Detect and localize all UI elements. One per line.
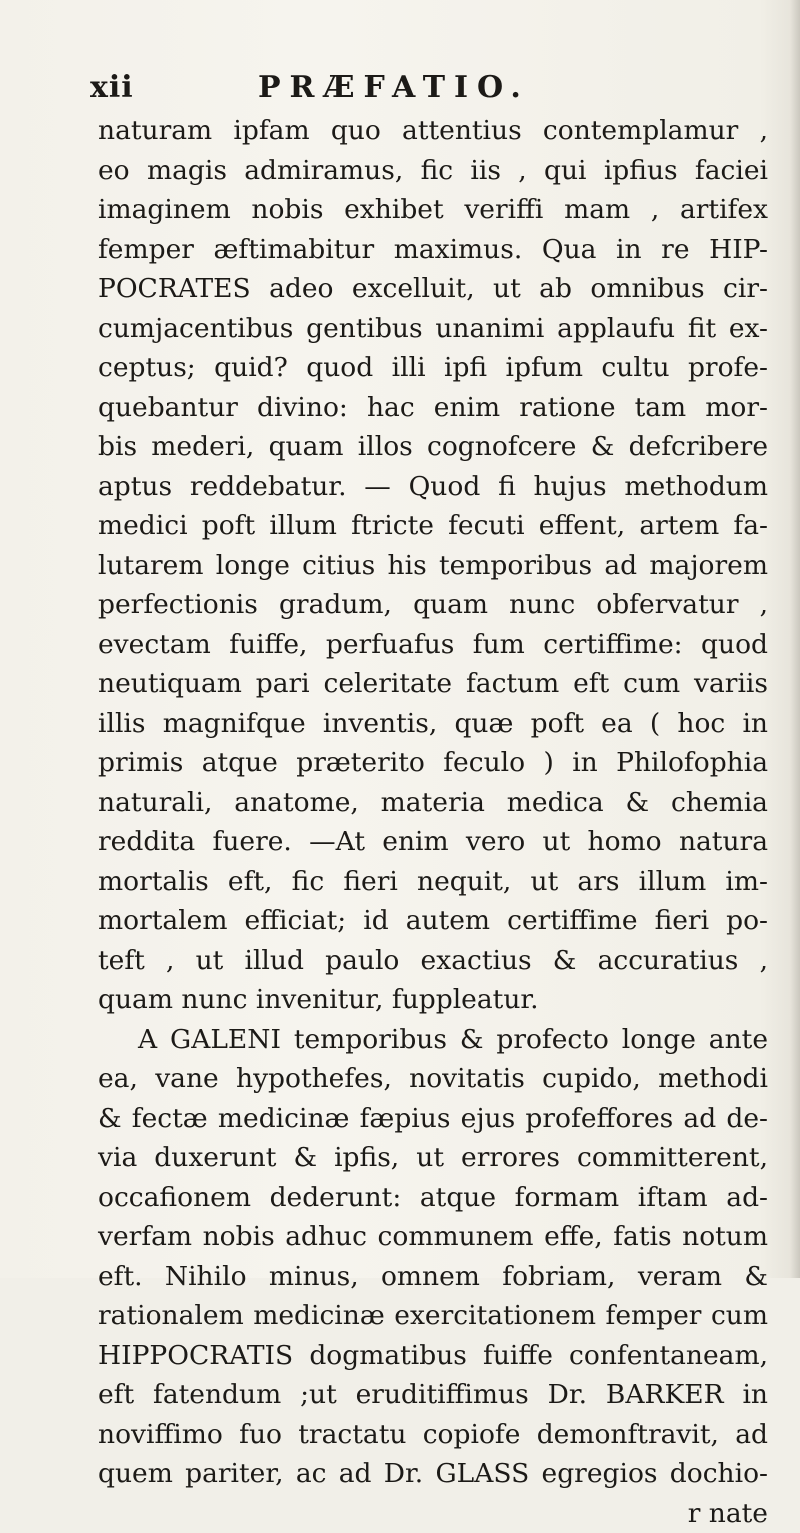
text-line: A GALENI temporibus & profecto longe ante <box>98 1020 768 1060</box>
text-line: mortalis eft, fic fieri nequit, ut ars illum im- <box>98 862 768 902</box>
text-line: ceptus; quid? quod illi ipfi ipfum cultu profe- <box>98 348 768 388</box>
text-line: eft fatendum ;ut eruditiffimus Dr. BARKER in <box>98 1375 768 1415</box>
text-line: teft , ut illud paulo exactius & accuratius , <box>98 941 768 981</box>
text-line: imaginem nobis exhibet veriffi mam , artifex <box>98 190 768 230</box>
text-line: neutiquam pari celeritate factum eft cum variis <box>98 664 768 704</box>
text-line: naturam ipfam quo attentius contemplamur , <box>98 111 768 151</box>
catchword: r nate <box>98 1494 768 1533</box>
text-line: noviffimo fuo tractatu copiofe demonftravit, ad <box>98 1415 768 1455</box>
text-line: bis mederi, quam illos cognofcere & defcribere <box>98 427 768 467</box>
text-line: verfam nobis adhuc communem effe, fatis notum <box>98 1217 768 1257</box>
running-title: PRÆFATIO. <box>258 70 530 105</box>
text-line: femper æftimabitur maximus. Qua in re HIP- <box>98 230 768 270</box>
text-line: POCRATES adeo excelluit, ut ab omnibus cir- <box>98 269 768 309</box>
text-line: aptus reddebatur. — Quod fi hujus methodum <box>98 467 768 507</box>
text-line: HIPPOCRATIS dogmatibus fuiffe confentaneam, <box>98 1336 768 1376</box>
text-line: eo magis admiramus, fic iis , qui ipfius faciei <box>98 151 768 191</box>
text-line: primis atque præterito feculo ) in Philofophia <box>98 743 768 783</box>
text-line: & fectæ medicinæ fæpius ejus profeffores ad de- <box>98 1099 768 1139</box>
text-line: quebantur divino: hac enim ratione tam mor- <box>98 388 768 428</box>
text-line: lutarem longe citius his temporibus ad majorem <box>98 546 768 586</box>
text-line: eft. Nihilo minus, omnem fobriam, veram & <box>98 1257 768 1297</box>
text-line: mortalem efficiat; id autem certiffime fieri po- <box>98 901 768 941</box>
text-line: reddita fuere. —At enim vero ut homo natura <box>98 822 768 862</box>
text-line: via duxerunt & ipfis, ut errores committerent, <box>98 1138 768 1178</box>
page-number: xii <box>90 70 134 105</box>
page-edge-shadow <box>790 0 800 1278</box>
text-line: quem pariter, ac ad Dr. GLASS egregios dochio- <box>98 1454 768 1494</box>
text-line: naturali, anatome, materia medica & chemia <box>98 783 768 823</box>
text-line: perfectionis gradum, quam nunc obfervatur , <box>98 585 768 625</box>
text-line: ea, vane hypothefes, novitatis cupido, methodi <box>98 1059 768 1099</box>
text-line: evectam fuiffe, perfuafus fum certiffime: quod <box>98 625 768 665</box>
text-line: cumjacentibus gentibus unanimi applaufu fit ex- <box>98 309 768 349</box>
page-header <box>90 70 710 110</box>
body-text <box>98 111 768 1533</box>
text-line: illis magnifque inventis, quæ poft ea ( hoc in <box>98 704 768 744</box>
text-line: occafionem dederunt: atque formam iftam ad- <box>98 1178 768 1218</box>
text-line: rationalem medicinæ exercitationem femper cum <box>98 1296 768 1336</box>
text-line: quam nunc invenitur, fuppleatur. <box>98 980 768 1020</box>
text-line: medici poft illum ftricte fecuti effent, artem fa- <box>98 506 768 546</box>
